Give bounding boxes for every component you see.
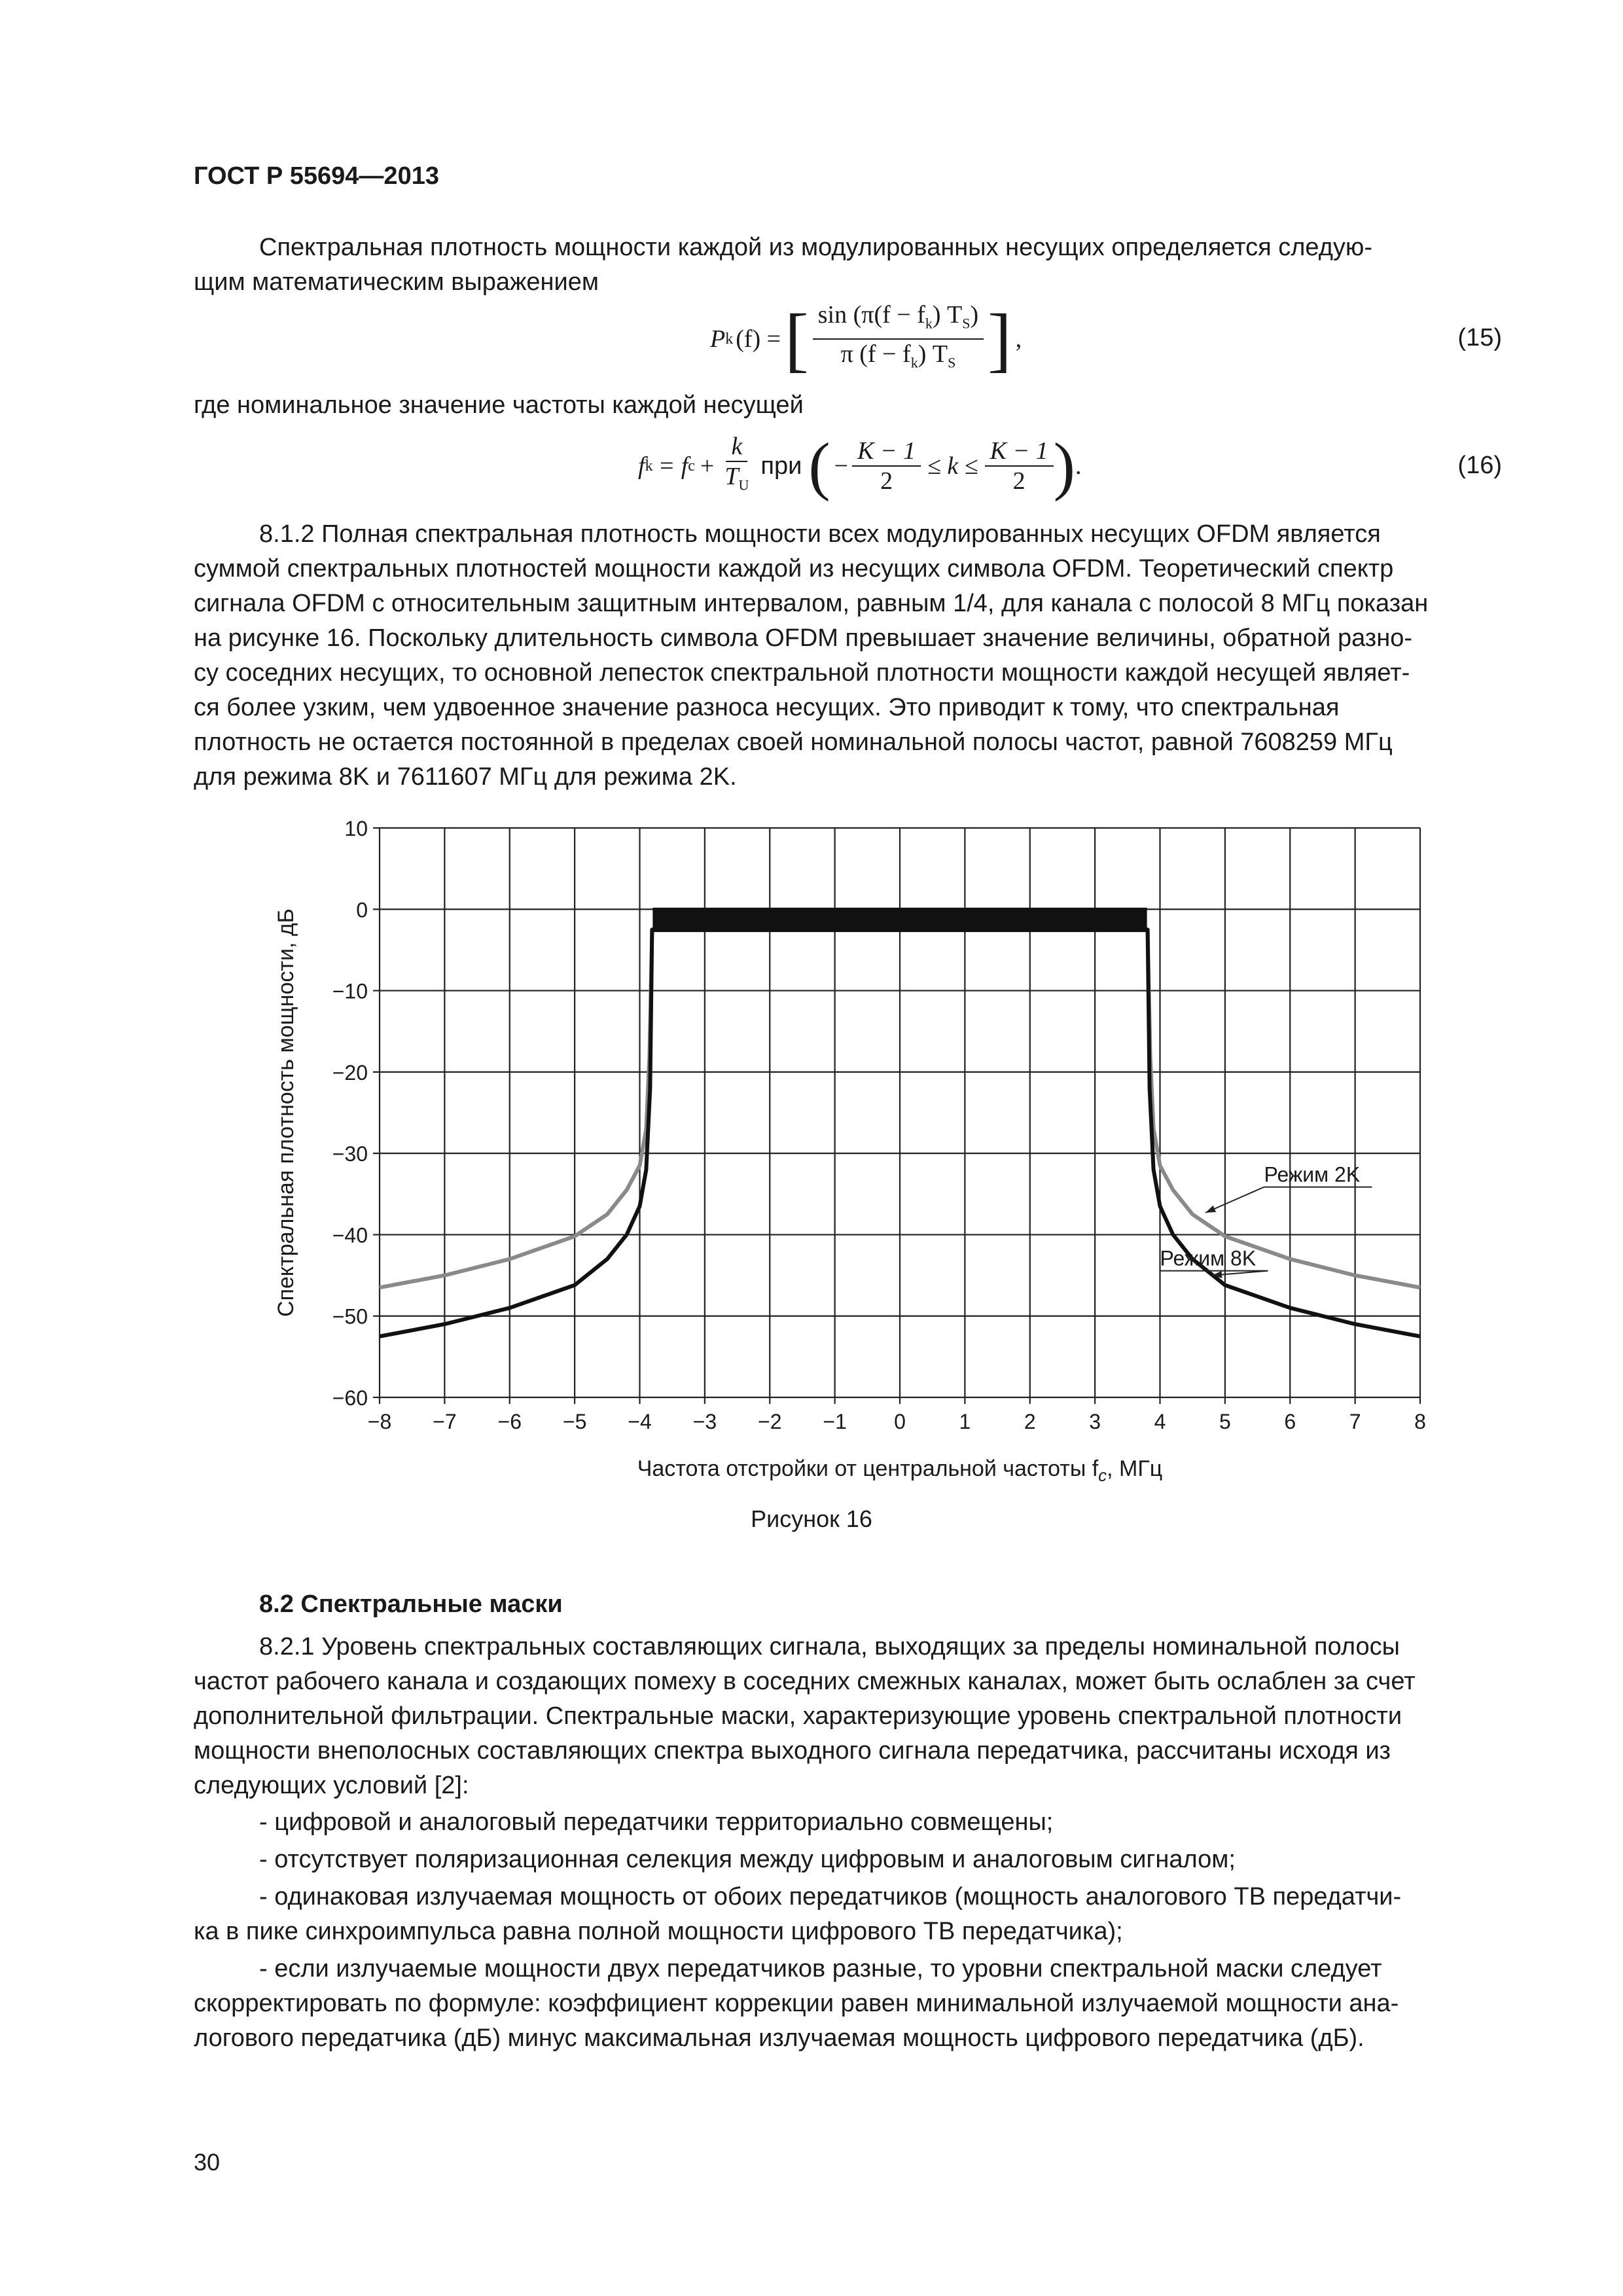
formula-16-kk2-fraction: [985, 437, 1054, 495]
left-bracket-icon: [: [785, 299, 809, 379]
x-tick-label: −3: [692, 1410, 717, 1433]
bullet-line: скорректировать по формуле: коэффициент коррекции равен минимальной излучаемой мощности ана-: [194, 1990, 1399, 2017]
bullet-line: ка в пике синхроимпульса равна полной мощности цифрового ТВ передатчика);: [194, 1918, 1123, 1945]
x-axis-label-main: Частота отстройки от центральной частоты f: [637, 1456, 1099, 1481]
para-line: для режима 8K и 7611607 МГц для режима 2K.: [194, 763, 737, 791]
para-812-line-0: 8.1.2 Полная спектральная плотность мощности всех модулированных несущих OFDM является: [259, 520, 1381, 548]
k-den-sub: U: [738, 476, 749, 493]
formula-16-k-fraction: [719, 432, 754, 500]
para-line: [194, 517, 1502, 552]
bullet-continuation: [194, 1986, 1502, 2056]
intro-line-1: Спектральная плотность мощности каждой из модулированных несущих определяется следую-: [259, 234, 1373, 261]
den-tail-sub: S: [948, 354, 956, 371]
para-line: сигнала OFDM с относительным защитным интервалом, равным 1/4, для канала с полосой 8 МГц показан: [194, 590, 1429, 617]
spectrum-chart: [262, 812, 1440, 1492]
formula-16-le: ≤ k ≤: [927, 452, 978, 480]
bullet-line: логового передатчика (дБ) минус максимальная излучаемая мощность цифрового передатчика (дБ).: [194, 2024, 1364, 2052]
figure-caption: Рисунок 16: [751, 1505, 872, 1532]
k-numerator: k: [726, 432, 747, 462]
left-paren-icon: (: [808, 429, 830, 502]
bullet-item: [259, 1805, 1502, 1840]
equation-number-16: (16): [1457, 452, 1502, 479]
para-line: на рисунке 16. Поскольку длительность символа OFDM превышает значение величины, обратной разно-: [194, 624, 1412, 652]
x-axis-label-unit: , МГц: [1107, 1456, 1163, 1481]
bullet-item: [259, 1842, 1502, 1877]
para-line: следующих условий [2]:: [194, 1772, 469, 1799]
formula-16-minus: −: [834, 452, 849, 480]
formula-16-plus: +: [700, 452, 715, 480]
den-tail: ) T: [918, 340, 948, 368]
bullet-item: [259, 1952, 1502, 1986]
formula-15-lhs: P: [710, 325, 726, 353]
formula-16-trailing: .: [1075, 452, 1082, 480]
para-line: [194, 1630, 1502, 1664]
y-tick-label: −50: [332, 1304, 368, 1329]
arrow-head-icon: [1205, 1206, 1216, 1213]
num-close: ): [970, 301, 979, 329]
equation-number-15: (15): [1457, 324, 1502, 351]
where-text: где номинальное значение частоты каждой несущей: [194, 391, 804, 419]
intro-paragraph: [194, 230, 1502, 300]
y-tick-label: −40: [332, 1223, 368, 1247]
x-tick-label: 8: [1414, 1410, 1426, 1433]
den-a: π (f − f: [840, 340, 911, 368]
formula-15-fraction: [813, 300, 984, 377]
y-tick-label: −60: [332, 1386, 368, 1410]
para-line: дополнительной фильтрации. Спектральные маски, характеризующие уровень спектральной плотности: [194, 1702, 1402, 1730]
x-tick-labels: [368, 1410, 1426, 1433]
formula-16: [638, 427, 1081, 505]
annotation-label: Режим 2K: [1264, 1162, 1361, 1187]
formula-16-f-sub: k: [645, 457, 653, 475]
y-tick-label: −20: [332, 1060, 368, 1085]
y-tick-label: −10: [332, 979, 368, 1003]
num-tail: ) T: [932, 301, 963, 329]
x-tick-label: 0: [894, 1410, 906, 1433]
paragraph-8-2-1: [194, 1630, 1502, 1803]
kk2-numerator: K − 1: [985, 437, 1054, 467]
intro-line: щим математическим выражением: [194, 268, 599, 296]
annotation-label: Режим 8K: [1160, 1246, 1257, 1270]
right-paren-icon: ): [1053, 429, 1075, 502]
x-tick-label: 2: [1024, 1410, 1036, 1433]
para-line: плотность не остается постоянной в пределах своей номинальной полосы частот, равной 7608259 МГц: [194, 728, 1393, 756]
x-tick-label: −1: [823, 1410, 847, 1433]
para-821-line-0: 8.2.1 Уровень спектральных составляющих сигнала, выходящих за пределы номинальной полосы: [259, 1633, 1400, 1660]
y-tick-label: 10: [344, 817, 368, 840]
x-tick-label: 3: [1089, 1410, 1101, 1433]
para-line: ся более узким, чем удвоенное значение разноса несущих. Это приводит к тому, что спектральная: [194, 694, 1340, 721]
formula-15-lhs-sub: k: [725, 330, 734, 348]
bullet-item: [259, 1880, 1502, 1914]
num-tail-sub: S: [962, 315, 971, 332]
page-number: 30: [194, 2149, 221, 2176]
bullet-line: - одинаковая излучаемая мощность от обоих передатчиков (мощность аналогового ТВ передатчи-: [259, 1883, 1402, 1910]
x-tick-label: −6: [497, 1410, 522, 1433]
x-tick-label: 7: [1349, 1410, 1361, 1433]
y-tick-label: −30: [332, 1142, 368, 1166]
num-sub: k: [925, 315, 933, 332]
section-heading-8-2: 8.2 Спектральные маски: [259, 1590, 563, 1618]
kk-denominator: 2: [880, 467, 893, 495]
k-den-t: T: [724, 463, 739, 491]
x-tick-label: −5: [562, 1410, 587, 1433]
bullet-line: - если излучаемые мощности двух передатчиков разные, то уровни спектральной маски следует: [259, 1955, 1382, 1982]
chart-annotations: [1160, 1163, 1372, 1278]
formula-15-trailing: ,: [1015, 325, 1022, 353]
document-header: ГОСТ Р 55694—2013: [194, 162, 439, 190]
formula-16-eq: = f: [658, 452, 688, 480]
formula-15: [710, 300, 1022, 378]
bullet-line: - отсутствует поляризационная селекция между цифровым и аналоговым сигналом;: [259, 1846, 1236, 1873]
formula-15-denominator: [836, 340, 961, 378]
num-a: sin (π(f − f: [817, 301, 925, 329]
intro-line: [194, 230, 1502, 265]
bullet-line: - цифровой и аналоговый передатчики территориально совмещены;: [259, 1808, 1054, 1836]
paragraph-8-1-2: [194, 517, 1502, 795]
x-tick-label: −8: [367, 1410, 392, 1433]
bullet-continuation: [194, 1914, 1502, 1949]
kk2-denominator: 2: [1012, 467, 1026, 495]
y-tick-labels: [332, 817, 368, 1410]
formula-15-numerator: [813, 300, 984, 340]
den-sub: k: [910, 354, 918, 371]
x-tick-label: 4: [1154, 1410, 1166, 1433]
x-axis-label-sub: c: [1098, 1465, 1107, 1485]
y-axis-label: Спектральная плотность мощности, дБ: [274, 908, 298, 1317]
formula-16-kk-fraction: [852, 437, 921, 495]
para-line: частот рабочего канала и создающих помеху в соседних смежных каналах, может быть ослаблен за счет: [194, 1668, 1416, 1695]
x-tick-label: −2: [758, 1410, 782, 1433]
formula-16-f: f: [638, 452, 645, 480]
right-bracket-icon: ]: [988, 299, 1012, 379]
para-line: мощности внеполосных составляющих спектра выходного сигнала передатчика, рассчитаны исходя из: [194, 1737, 1391, 1765]
x-axis-label: [637, 1456, 1163, 1485]
formula-16-pri: при: [760, 452, 802, 480]
x-tick-label: 5: [1219, 1410, 1231, 1433]
x-tick-label: 1: [959, 1410, 971, 1433]
x-tick-label: 6: [1284, 1410, 1296, 1433]
formula-15-lhs-arg: (f) =: [736, 325, 781, 353]
x-tick-label: −7: [433, 1410, 457, 1433]
para-line: суммой спектральных плотностей мощности каждой из несущих символа OFDM. Теоретический спектр: [194, 555, 1394, 583]
x-tick-label: −4: [628, 1410, 652, 1433]
k-denominator: [719, 462, 754, 500]
y-tick-label: 0: [356, 898, 368, 922]
kk-numerator: K − 1: [852, 437, 921, 467]
formula-16-eq-sub: c: [688, 457, 695, 475]
para-line: су соседних несущих, то основной лепесток спектральной плотности мощности каждой несущей являет-: [194, 659, 1410, 687]
passband-bar: [652, 908, 1147, 932]
